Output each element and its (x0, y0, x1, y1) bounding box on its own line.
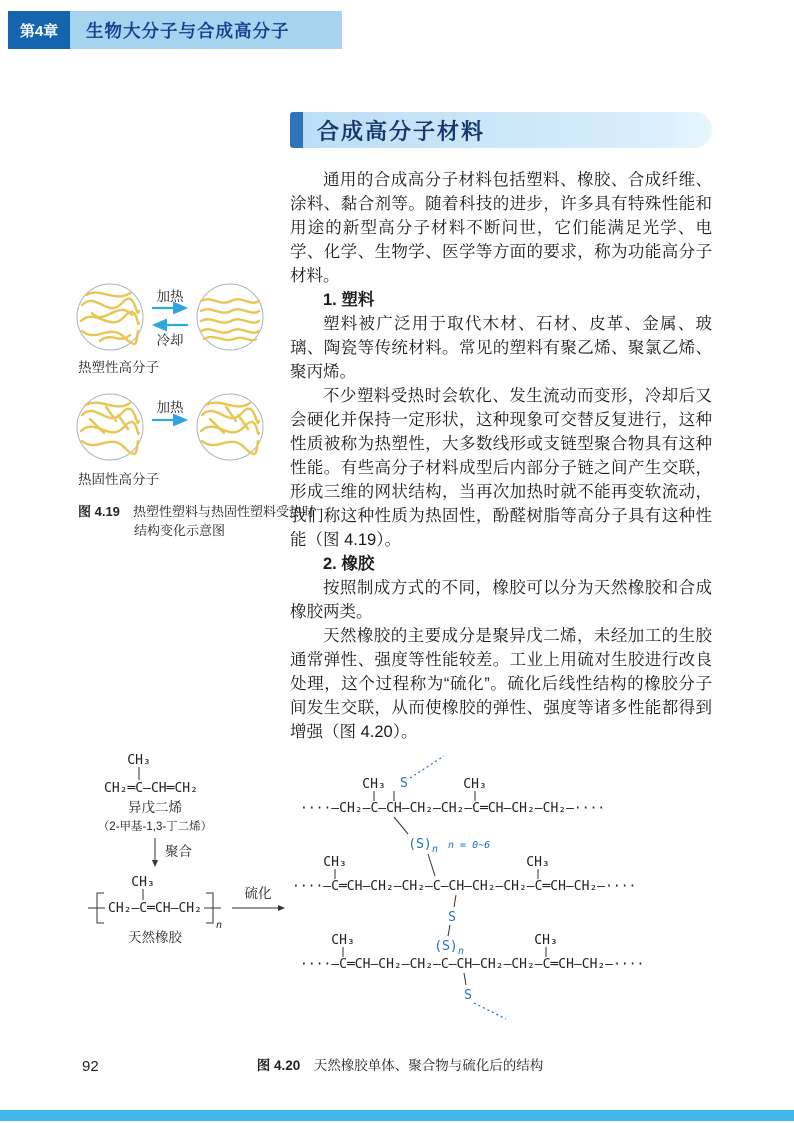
page-number: 92 (82, 1058, 99, 1075)
vulcanize-label: 硫化 (244, 886, 272, 901)
bond (464, 973, 466, 985)
figure-4-20 (60, 742, 730, 1039)
figure-4-19 (70, 272, 275, 495)
monomer-formula: CH₂═C—CH═CH₂ (104, 781, 198, 796)
sulfur-bridge-2: (S) (434, 939, 458, 954)
monomer-methyl: CH₃ (127, 753, 151, 768)
polymer-n-subscript: n (216, 920, 223, 931)
heat-label: 加热 (156, 289, 184, 304)
polymer-methyl: CH₃ (131, 875, 155, 890)
subheading-rubber: 2. 橡胶 (323, 555, 375, 573)
thermoset-label: 热固性高分子 (78, 472, 159, 487)
figure-4-20-caption-text: 天然橡胶单体、聚合物与硫化后的结构 (313, 1057, 544, 1073)
cool-label: 冷却 (156, 333, 184, 348)
figure-4-19-caption-label: 图 4.19 (78, 504, 120, 519)
figure-4-20-caption (170, 1054, 630, 1074)
heat-label-2: 加热 (156, 400, 184, 415)
footer-bar (0, 1110, 794, 1121)
bond (454, 895, 456, 907)
paragraph-plastics-1: 塑料被广泛用于取代木材、石材、皮革、金属、玻璃、陶瓷等传统材料。常见的塑料有聚乙烯、聚氯乙烯、聚丙烯。 (290, 315, 712, 381)
chain-top-methyl-2: CH₃ (463, 777, 487, 792)
bond (428, 854, 435, 876)
chapter-header (8, 11, 342, 49)
chain-mid: ····—C═CH—CH₂—CH₂—C—CH—CH₂—CH₂—C═CH—CH₂—···· (292, 879, 637, 894)
figure-4-20-diagram (60, 742, 730, 1034)
polymerize-label: 聚合 (165, 844, 192, 859)
chain-mid-methyl-2: CH₃ (526, 855, 550, 870)
sulfur-continuation-dotted-bottom (474, 1003, 506, 1019)
sulfur-bridge-2-n: n (458, 946, 465, 957)
paragraph-rubber-1: 按照制成方式的不同，橡胶可以分为天然橡胶和合成橡胶两类。 (290, 579, 712, 621)
chain-bot-methyl-2: CH₃ (534, 933, 558, 948)
chain-bot-sulfur: S (464, 988, 472, 1003)
chain-bot: ····—C═CH—CH₂—CH₂—C—CH—CH₂—CH₂—C═CH—CH₂—···· (300, 957, 645, 972)
bond (394, 817, 408, 834)
chapter-title: 生物大分子与合成高分子 (70, 11, 342, 49)
section-title-text: 合成高分子材料 (317, 118, 486, 144)
monomer-name: 异戊二烯 (128, 800, 182, 815)
thermoplastic-label: 热塑性高分子 (78, 360, 159, 375)
monomer-alias: （2-甲基-1,3-丁二烯） (97, 821, 213, 833)
section-title-box (290, 112, 712, 148)
chain-top-sulfur: S (400, 776, 408, 791)
sulfur-bridge-1-n: n (432, 844, 439, 855)
sulfur-n-range: n = 0~6 (448, 840, 491, 851)
paragraph-rubber-2: 天然橡胶的主要成分是聚异戊二烯，未经加工的生胶通常弹性、强度等性能较差。工业上用硫对生胶进行改良处理，这个过程称为“硫化”。硫化后线性结构的橡胶分子间发生交联，从而使橡胶的弹性、强度等诸多性能都得到增强（图 4.20）。 (290, 627, 712, 741)
figure-4-19-caption-text: 热塑性塑料与热固性塑料受热时结构变化示意图 (132, 504, 315, 538)
chain-top-methyl-1: CH₃ (362, 777, 386, 792)
subheading-plastics: 1. 塑料 (323, 291, 375, 309)
chapter-badge: 第4章 (8, 11, 70, 49)
chain-mid-methyl-1: CH₃ (323, 855, 347, 870)
chain-bot-methyl-1: CH₃ (331, 933, 355, 948)
bond (448, 925, 450, 936)
chain-top: ····—CH₂—C—CH—CH₂—CH₂—C═CH—CH₂—CH₂—···· (300, 801, 606, 816)
sulfur-continuation-dotted-top (410, 756, 444, 778)
figure-4-19-caption (78, 502, 316, 540)
sulfur-mid: S (448, 910, 456, 925)
polymer-name: 天然橡胶 (128, 930, 182, 945)
paragraph-plastics-2: 不少塑料受热时会软化、发生流动而变形，冷却后又会硬化并保持一定形状，这种现象可交替反复进行，这种性质被称为热塑性，大多数线形或支链型聚合物具有这种性能。有些高分子材料成型后内部分子链之间产生交联，形成三维的网状结构，当再次加热时就不能再变软流动，我们称这种性质为热固性，酚醛树脂等高分子具有这种性能（图 4.19）。 (290, 387, 712, 549)
body-text (290, 168, 712, 744)
figure-4-19-diagram (70, 272, 275, 490)
section-title-accent (290, 112, 303, 148)
paragraph-intro: 通用的合成高分子材料包括塑料、橡胶、合成纤维、涂料、黏合剂等。随着科技的进步，许多具有特殊性能和用途的新型高分子材料不断问世，它们能满足光学、电学、化学、生物学、医学等方面的要求，称为功能高分子材料。 (290, 171, 712, 285)
polymer-formula: CH₂—C═CH—CH₂ (108, 901, 202, 916)
sulfur-bridge-1: (S) (408, 837, 432, 852)
figure-4-20-caption-label: 图 4.20 (256, 1057, 301, 1073)
